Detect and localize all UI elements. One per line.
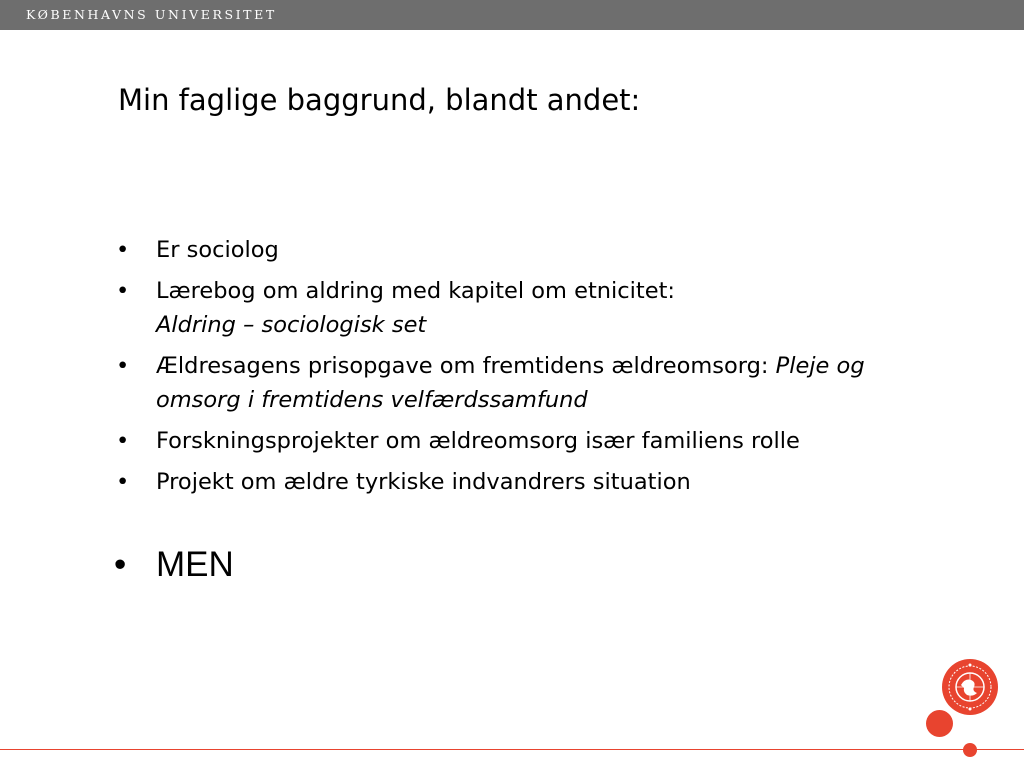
emphasis-bullet	[114, 543, 874, 587]
bullet-item	[114, 274, 874, 342]
bullet-marker: •	[116, 469, 130, 495]
bullet-marker: •	[116, 428, 130, 454]
bullet-text: Projekt om ældre tyrkiske indvandrers situation	[156, 469, 691, 495]
institution-name: KØBENHAVNS UNIVERSITET	[26, 7, 277, 22]
footer-divider	[0, 749, 1024, 750]
slide-title: Min faglige baggrund, blandt andet:	[118, 83, 641, 117]
bullet-book-title: Pleje og omsorg i fremtidens velfærdssamfund	[156, 353, 865, 413]
bullet-marker: •	[116, 237, 130, 263]
bullet-item	[114, 233, 874, 267]
header-bar	[0, 0, 1024, 30]
decorative-circle-large	[926, 710, 953, 737]
bullet-marker: •	[116, 278, 130, 304]
bullet-marker: •	[116, 353, 130, 379]
bullet-text: Er sociolog	[156, 237, 279, 263]
bullet-list	[114, 233, 874, 594]
bullet-marker: •	[114, 545, 127, 584]
bullet-book-title: Aldring – sociologisk set	[156, 312, 427, 338]
bullet-item	[114, 465, 874, 499]
decorative-circle-small	[963, 743, 977, 757]
emphasis-text: MEN	[156, 545, 234, 584]
bullet-text: Forskningsprojekter om ældreomsorg især familiens rolle	[156, 428, 800, 454]
bullet-item	[114, 424, 874, 458]
university-seal-icon	[941, 658, 999, 716]
bullet-item	[114, 349, 874, 417]
bullet-text: Lærebog om aldring med kapitel om etnicitet:	[156, 278, 675, 304]
bullet-text: Ældresagens prisopgave om fremtidens ældreomsorg:	[156, 353, 776, 379]
